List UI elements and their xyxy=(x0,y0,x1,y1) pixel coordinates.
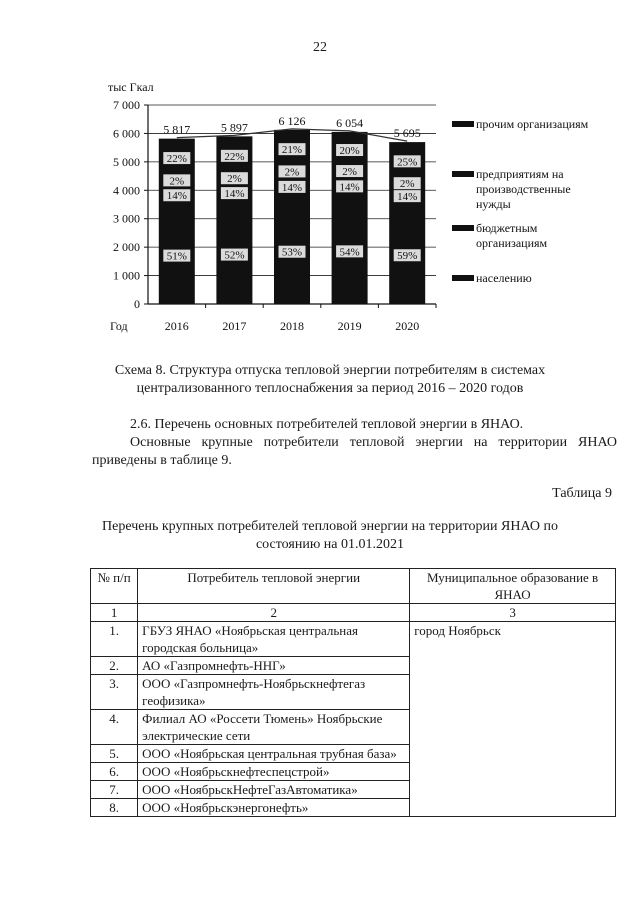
table-row xyxy=(91,622,616,657)
table-label: Таблица 9 xyxy=(552,486,612,501)
table-header-row xyxy=(91,569,616,604)
section-text: Основные крупные потребители тепловой энергии на территории ЯНАО приведены в таблице 9. xyxy=(92,435,617,468)
segment-label: 21% xyxy=(281,144,303,157)
legend-label: предприятиям на xyxy=(476,167,564,181)
y-tick-label: 4 000 xyxy=(113,183,140,198)
segment-label: 2% xyxy=(342,166,357,179)
numbering-3: 3 xyxy=(410,604,616,622)
row-number: 2. xyxy=(91,657,138,675)
legend-swatch xyxy=(452,225,474,231)
total-label: 5 897 xyxy=(220,120,248,135)
y-axis-title: тыс Гкал xyxy=(108,80,154,94)
table-title: Перечень крупных потребителей тепловой энергии на территории ЯНАО по состоянию на 01.01.2021 xyxy=(102,519,558,552)
x-tick-label: 2018 xyxy=(280,319,304,333)
segment-label: 14% xyxy=(281,181,303,194)
total-label: 6 126 xyxy=(278,113,306,128)
consumer-name: ГБУЗ ЯНАО «Ноябрьская центральная городская больница» xyxy=(138,622,410,657)
consumer-name: ООО «Ноябрьскнефтеспецстрой» xyxy=(138,763,410,781)
section-heading: 2.6. Перечень основных потребителей тепловой энергии в ЯНАО. xyxy=(130,417,524,432)
legend-swatch xyxy=(452,275,474,281)
stacked-bar-chart xyxy=(0,0,640,340)
consumer-name: ООО «НоябрьскНефтеГазАвтоматика» xyxy=(138,781,410,799)
x-axis-title: Год xyxy=(110,319,128,333)
total-label: 5 817 xyxy=(163,122,191,137)
consumer-name: Филиал АО «Россети Тюмень» Ноябрьские электрические сети xyxy=(138,710,410,745)
header-number: № п/п xyxy=(91,569,138,604)
segment-label: 14% xyxy=(339,181,360,194)
y-tick-label: 2 000 xyxy=(113,240,140,255)
legend-label: организациям xyxy=(476,236,548,250)
row-number: 1. xyxy=(91,622,138,657)
y-tick-label: 6 000 xyxy=(113,126,140,141)
row-number: 7. xyxy=(91,781,138,799)
y-tick-label: 0 xyxy=(134,297,140,311)
y-tick-label: 7 000 xyxy=(113,98,140,112)
segment-label: 22% xyxy=(224,150,245,163)
y-tick-label: 1 000 xyxy=(113,268,140,283)
bar-2019 xyxy=(332,132,368,304)
segment-label: 20% xyxy=(339,145,360,158)
segment-label: 22% xyxy=(166,153,187,166)
segment-label: 54% xyxy=(339,246,360,259)
consumer-name: ООО «Газпромнефть-Ноябрьскнефтегаз геофизика» xyxy=(138,675,410,710)
segment-label: 59% xyxy=(397,250,418,263)
segment-label: 51% xyxy=(166,250,187,263)
chart-caption: Схема 8. Структура отпуска тепловой энергии потребителям в системах централизованного теплоснабжения за период 2016 – 2020 годов xyxy=(114,363,546,396)
legend-swatch xyxy=(452,171,474,177)
municipality-cell: город Ноябрьск xyxy=(410,622,616,817)
legend-label: бюджетным xyxy=(476,221,538,235)
row-number: 8. xyxy=(91,799,138,817)
segment-label: 14% xyxy=(166,190,187,203)
total-label: 6 054 xyxy=(336,115,364,130)
header-municipality: Муниципальное образование в ЯНАО xyxy=(410,569,616,604)
row-number: 5. xyxy=(91,745,138,763)
numbering-1: 1 xyxy=(91,604,138,622)
x-tick-label: 2019 xyxy=(337,319,362,333)
segment-label: 2% xyxy=(399,178,415,191)
segment-label: 14% xyxy=(224,188,245,201)
segment-label: 2% xyxy=(227,173,242,186)
total-label: 5 695 xyxy=(393,126,421,141)
page-number: 22 xyxy=(313,40,327,55)
consumer-name: АО «Газпромнефть-ННГ» xyxy=(138,657,410,675)
x-tick-label: 2016 xyxy=(164,319,189,333)
segment-label: 25% xyxy=(397,156,418,169)
segment-label: 2% xyxy=(169,175,185,188)
table-numbering-row xyxy=(91,604,616,622)
segment-label: 2% xyxy=(284,166,300,179)
legend-label: нужды xyxy=(476,197,511,211)
segment-label: 14% xyxy=(397,191,418,204)
row-number: 4. xyxy=(91,710,138,745)
x-tick-label: 2020 xyxy=(395,319,420,333)
legend-label: населению xyxy=(476,271,532,285)
row-number: 6. xyxy=(91,763,138,781)
segment-label: 53% xyxy=(281,246,303,259)
numbering-2: 2 xyxy=(138,604,410,622)
x-tick-label: 2017 xyxy=(222,319,247,333)
y-tick-label: 5 000 xyxy=(113,154,140,169)
consumers-table xyxy=(90,568,616,817)
row-number: 3. xyxy=(91,675,138,710)
legend-swatch xyxy=(452,121,474,127)
header-consumer: Потребитель тепловой энергии xyxy=(138,569,410,604)
legend-label: прочим организациям xyxy=(476,117,589,131)
consumer-name: ООО «Ноябрьскэнергонефть» xyxy=(138,799,410,817)
consumer-name: ООО «Ноябрьская центральная трубная база» xyxy=(138,745,410,763)
y-tick-label: 3 000 xyxy=(113,211,140,226)
legend-label: производственные xyxy=(476,182,571,196)
segment-label: 52% xyxy=(224,249,245,262)
